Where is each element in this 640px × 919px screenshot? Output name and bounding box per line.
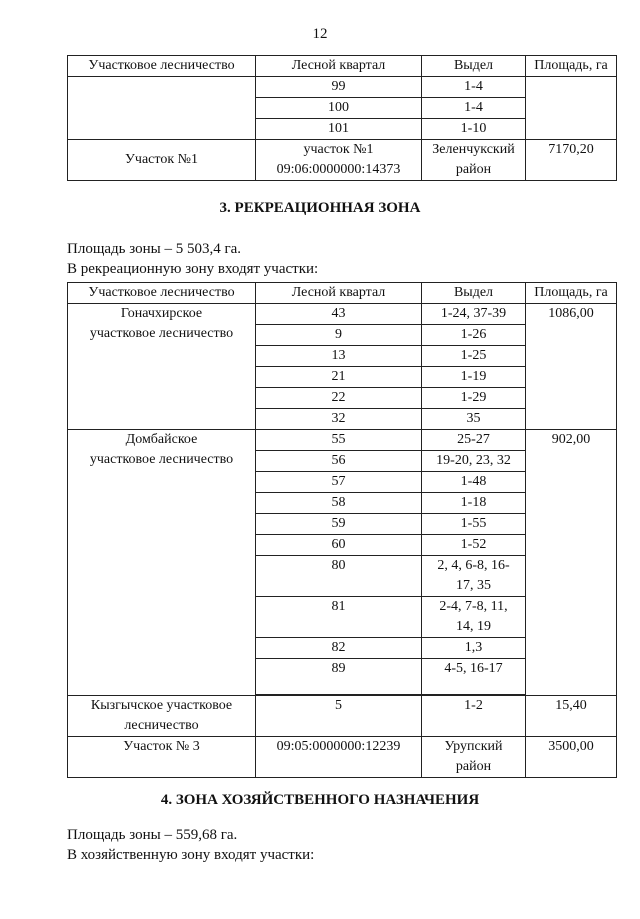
header-cell: Выдел — [422, 56, 526, 77]
kvartal-cell: 56 — [256, 451, 422, 472]
kvartal-line: участок №1 — [303, 142, 374, 157]
kvartal-cell: 89 — [256, 659, 422, 695]
kvartal-cell: 59 — [256, 514, 422, 535]
table-header-row — [68, 283, 617, 304]
section-3-intro: В рекреационную зону входят участки: — [67, 261, 319, 277]
header-cell: Лесной квартал — [256, 56, 422, 77]
table-row — [68, 430, 617, 451]
page-number: 12 — [312, 26, 328, 42]
vydel-cell: 1,3 — [422, 638, 526, 659]
vydel-cell — [422, 140, 526, 181]
vydel-cell: 1-55 — [422, 514, 526, 535]
vydel-cell: 1-48 — [422, 472, 526, 493]
area-cell: 1086,00 — [526, 304, 617, 430]
vydel-cell: 35 — [422, 409, 526, 430]
kvartal-cell: 82 — [256, 638, 422, 659]
kvartal-cell: 57 — [256, 472, 422, 493]
vydel-cell: 1-29 — [422, 388, 526, 409]
vydel-cell — [422, 556, 526, 597]
lesnichestvo-line: участковое лесничество — [89, 326, 234, 341]
vydel-cell: 1-18 — [422, 493, 526, 514]
kvartal-cell: 60 — [256, 535, 422, 556]
kvartal-cell: 43 — [256, 304, 422, 325]
zone2-table — [67, 55, 617, 181]
lesnichestvo-line: Гоначхирское — [120, 306, 203, 321]
kvartal-cell: 99 — [256, 77, 422, 98]
header-cell: Площадь, га — [526, 56, 617, 77]
vydel-cell — [422, 737, 526, 778]
table-header-row — [68, 56, 617, 77]
vydel-cell: 1-4 — [422, 98, 526, 119]
kvartal-cell: 09:05:0000000:12239 — [256, 737, 422, 778]
vydel-cell — [422, 597, 526, 638]
section-4-area: Площадь зоны – 559,68 га. — [67, 827, 238, 843]
area-cell: 902,00 — [526, 430, 617, 696]
vydel-cell: 1-10 — [422, 119, 526, 140]
lesnichestvo-line: Домбайское — [125, 432, 198, 447]
kvartal-line: 09:06:0000000:14373 — [276, 162, 401, 177]
vydel-cell: 19-20, 23, 32 — [422, 451, 526, 472]
header-cell: Выдел — [422, 283, 526, 304]
kvartal-cell: 13 — [256, 346, 422, 367]
kvartal-cell: 80 — [256, 556, 422, 597]
vydel-cell: 1-4 — [422, 77, 526, 98]
vydel-cell: 1-26 — [422, 325, 526, 346]
vydel-cell: 1-25 — [422, 346, 526, 367]
kvartal-cell — [256, 140, 422, 181]
kvartal-cell: 55 — [256, 430, 422, 451]
table-row — [68, 304, 617, 325]
kvartal-cell: 81 — [256, 597, 422, 638]
vydel-cell: 1-52 — [422, 535, 526, 556]
uchastok-name-cell: Участок №1 — [68, 140, 256, 181]
lesnichestvo-cell — [68, 304, 256, 430]
table-row — [68, 140, 617, 181]
area-cell: 7170,20 — [526, 140, 617, 181]
header-cell: Лесной квартал — [256, 283, 422, 304]
section-3-title: 3. РЕКРЕАЦИОННАЯ ЗОНА — [219, 200, 421, 216]
kvartal-cell: 58 — [256, 493, 422, 514]
vydel-cell: 1-19 — [422, 367, 526, 388]
vydel-cell: 1-2 — [422, 696, 526, 737]
vydel-line: Зеленчукский — [432, 142, 515, 157]
header-cell: Площадь, га — [526, 283, 617, 304]
vydel-line: район — [455, 759, 492, 774]
kvartal-cell: 21 — [256, 367, 422, 388]
vydel-line: 17, 35 — [456, 578, 491, 593]
uchastok-name-cell: Участок № 3 — [68, 737, 256, 778]
empty-cell — [526, 77, 617, 140]
vydel-line: 14, 19 — [456, 619, 491, 634]
vydel-line: 2, 4, 6-8, 16- — [437, 558, 510, 573]
section-4-title: 4. ЗОНА ХОЗЯЙСТВЕННОГО НАЗНАЧЕНИЯ — [160, 792, 480, 808]
vydel-cell: 25-27 — [422, 430, 526, 451]
lesnichestvo-line: Кызгычское участковое — [90, 698, 233, 713]
recreation-zone-table — [67, 282, 617, 778]
vydel-cell: 1-24, 37-39 — [422, 304, 526, 325]
kvartal-cell: 9 — [256, 325, 422, 346]
area-cell: 3500,00 — [526, 737, 617, 778]
table-row — [68, 77, 617, 98]
kvartal-cell: 5 — [256, 696, 422, 737]
kvartal-cell: 100 — [256, 98, 422, 119]
table-row — [68, 737, 617, 778]
section-3-area: Площадь зоны – 5 503,4 га. — [67, 241, 242, 257]
area-cell: 15,40 — [526, 696, 617, 737]
vydel-line: 2-4, 7-8, 11, — [439, 599, 508, 614]
vydel-line: Урупский — [444, 739, 503, 754]
table-row — [68, 696, 617, 737]
vydel-cell: 4-5, 16-17 — [422, 659, 526, 695]
kvartal-cell: 32 — [256, 409, 422, 430]
section-4-intro: В хозяйственную зону входят участки: — [67, 847, 315, 863]
lesnichestvo-cell — [68, 696, 256, 737]
lesnichestvo-line: лесничество — [124, 718, 199, 733]
kvartal-cell: 101 — [256, 119, 422, 140]
empty-cell — [68, 77, 256, 140]
kvartal-cell: 22 — [256, 388, 422, 409]
vydel-line: район — [455, 162, 492, 177]
lesnichestvo-line: участковое лесничество — [89, 452, 234, 467]
lesnichestvo-cell — [68, 430, 256, 696]
header-cell: Участковое лесничество — [68, 283, 256, 304]
header-cell: Участковое лесничество — [68, 56, 256, 77]
